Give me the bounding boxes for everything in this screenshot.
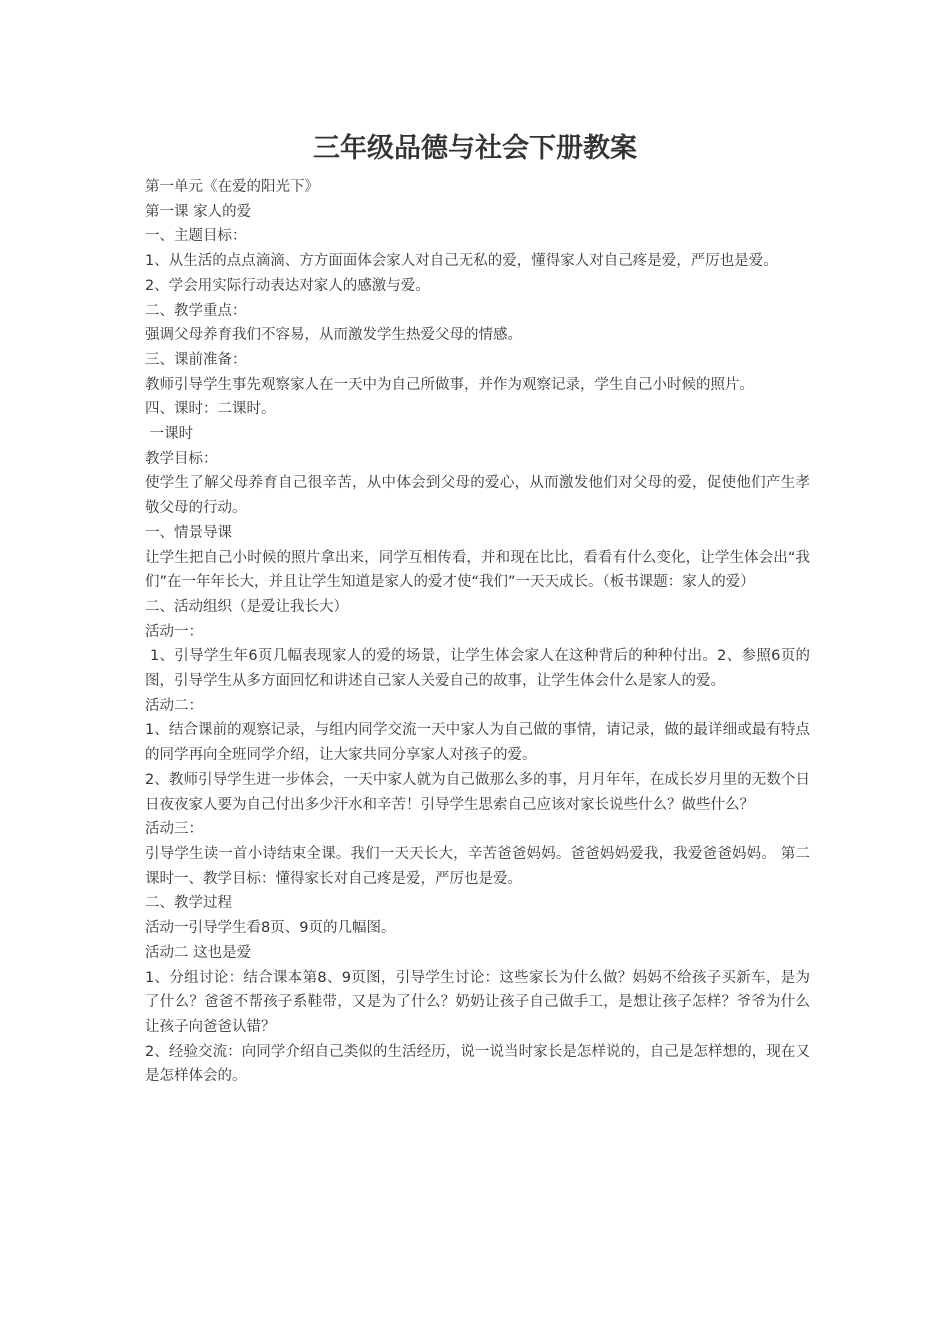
paragraph: 一、主题目标：: [145, 228, 247, 245]
paragraph: 2、教师引导学生进一步体会，一天中家人就为自己做那么多的事，月月年年，在成长岁月里的无数个日日夜夜家人要为自己付出多少汗水和辛苦！引导学生思索自己应该对家长说些什么？做些什么？: [145, 771, 810, 813]
paragraph: 活动一：: [145, 623, 203, 640]
paragraph: 2、学会用实际行动表达对家人的感激与爱。: [145, 277, 430, 294]
paragraph: 使学生了解父母养育自己很辛苦，从中体会到父母的爱心，从而激发他们对父母的爱，促使他们产生孝敬父母的行动。: [145, 475, 810, 517]
document-body: [145, 175, 810, 1089]
paragraph: 二、教学重点：: [145, 302, 247, 319]
paragraph: 活动二：: [145, 697, 203, 714]
paragraph: 教学目标：: [145, 450, 218, 467]
paragraph: 活动三：: [145, 821, 203, 838]
paragraph: 活动二 这也是爱: [145, 944, 252, 961]
paragraph: 让学生把自己小时候的照片拿出来，同学互相传看，并和现在比比，看看有什么变化，让学生体会出“我们”在一年年长大，并且让学生知道是家人的爱才使“我们”一天天成长。（板书课题：家人的爱）: [145, 549, 810, 591]
paragraph: 活动一引导学生看8页、9页的几幅图。: [145, 920, 396, 937]
paragraph: 二、教学过程: [145, 895, 232, 912]
paragraph: 引导学生读一首小诗结束全课。我们一天天长大，辛苦爸爸妈妈。爸爸妈妈爱我，我爱爸爸妈妈。 第二课时一、教学目标：懂得家长对自己疼是爱，严厉也是爱。: [145, 845, 810, 887]
paragraph: 1、结合课前的观察记录，与组内同学交流一天中家人为自己做的事情，请记录，做的最详细或最有特点的同学再向全班同学介绍，让大家共同分享家人对孩子的爱。: [145, 722, 810, 764]
paragraph: 教师引导学生事先观察家人在一天中为自己所做事，并作为观察记录，学生自己小时候的照片。: [145, 376, 754, 393]
paragraph: 四、课时：二课时。: [145, 401, 276, 418]
paragraph: 一、情景导课: [145, 524, 232, 541]
paragraph: 二、活动组织（是爱让我长大）: [145, 598, 348, 615]
paragraph: 第一课 家人的爱: [145, 203, 252, 220]
paragraph: 1、分组讨论：结合课本第8、9页图，引导学生讨论：这些家长为什么做？妈妈不给孩子买新车，是为了什么？爸爸不帮孩子系鞋带，又是为了什么？奶奶让孩子自己做手工，是想让孩子怎样？爷爷为什么让孩子向爸爸认错？: [145, 969, 810, 1035]
paragraph: 三、课前准备：: [145, 351, 247, 368]
paragraph: 第一单元《在爱的阳光下》: [145, 179, 319, 195]
paragraph: 一课时: [145, 426, 194, 443]
paragraph: 2、经验交流：向同学介绍自己类似的生活经历，说一说当时家长是怎样说的，自己是怎样想的，现在又是怎样体会的。: [145, 1043, 810, 1085]
paragraph: 强调父母养育我们不容易，从而激发学生热爱父母的情感。: [145, 327, 522, 344]
paragraph: 1、引导学生年6页几幅表现家人的爱的场景，让学生体会家人在这种背后的种种付出。2、参照6页的图，引导学生从多方面回忆和讲述自己家人关爱自己的故事，让学生体会什么是家人的爱。: [145, 648, 811, 690]
paragraph: 1、从生活的点点滴滴、方方面面体会家人对自己无私的爱，懂得家人对自己疼是爱，严厉也是爱。: [145, 253, 778, 270]
document-title: 三年级品德与社会下册教案: [313, 133, 637, 164]
